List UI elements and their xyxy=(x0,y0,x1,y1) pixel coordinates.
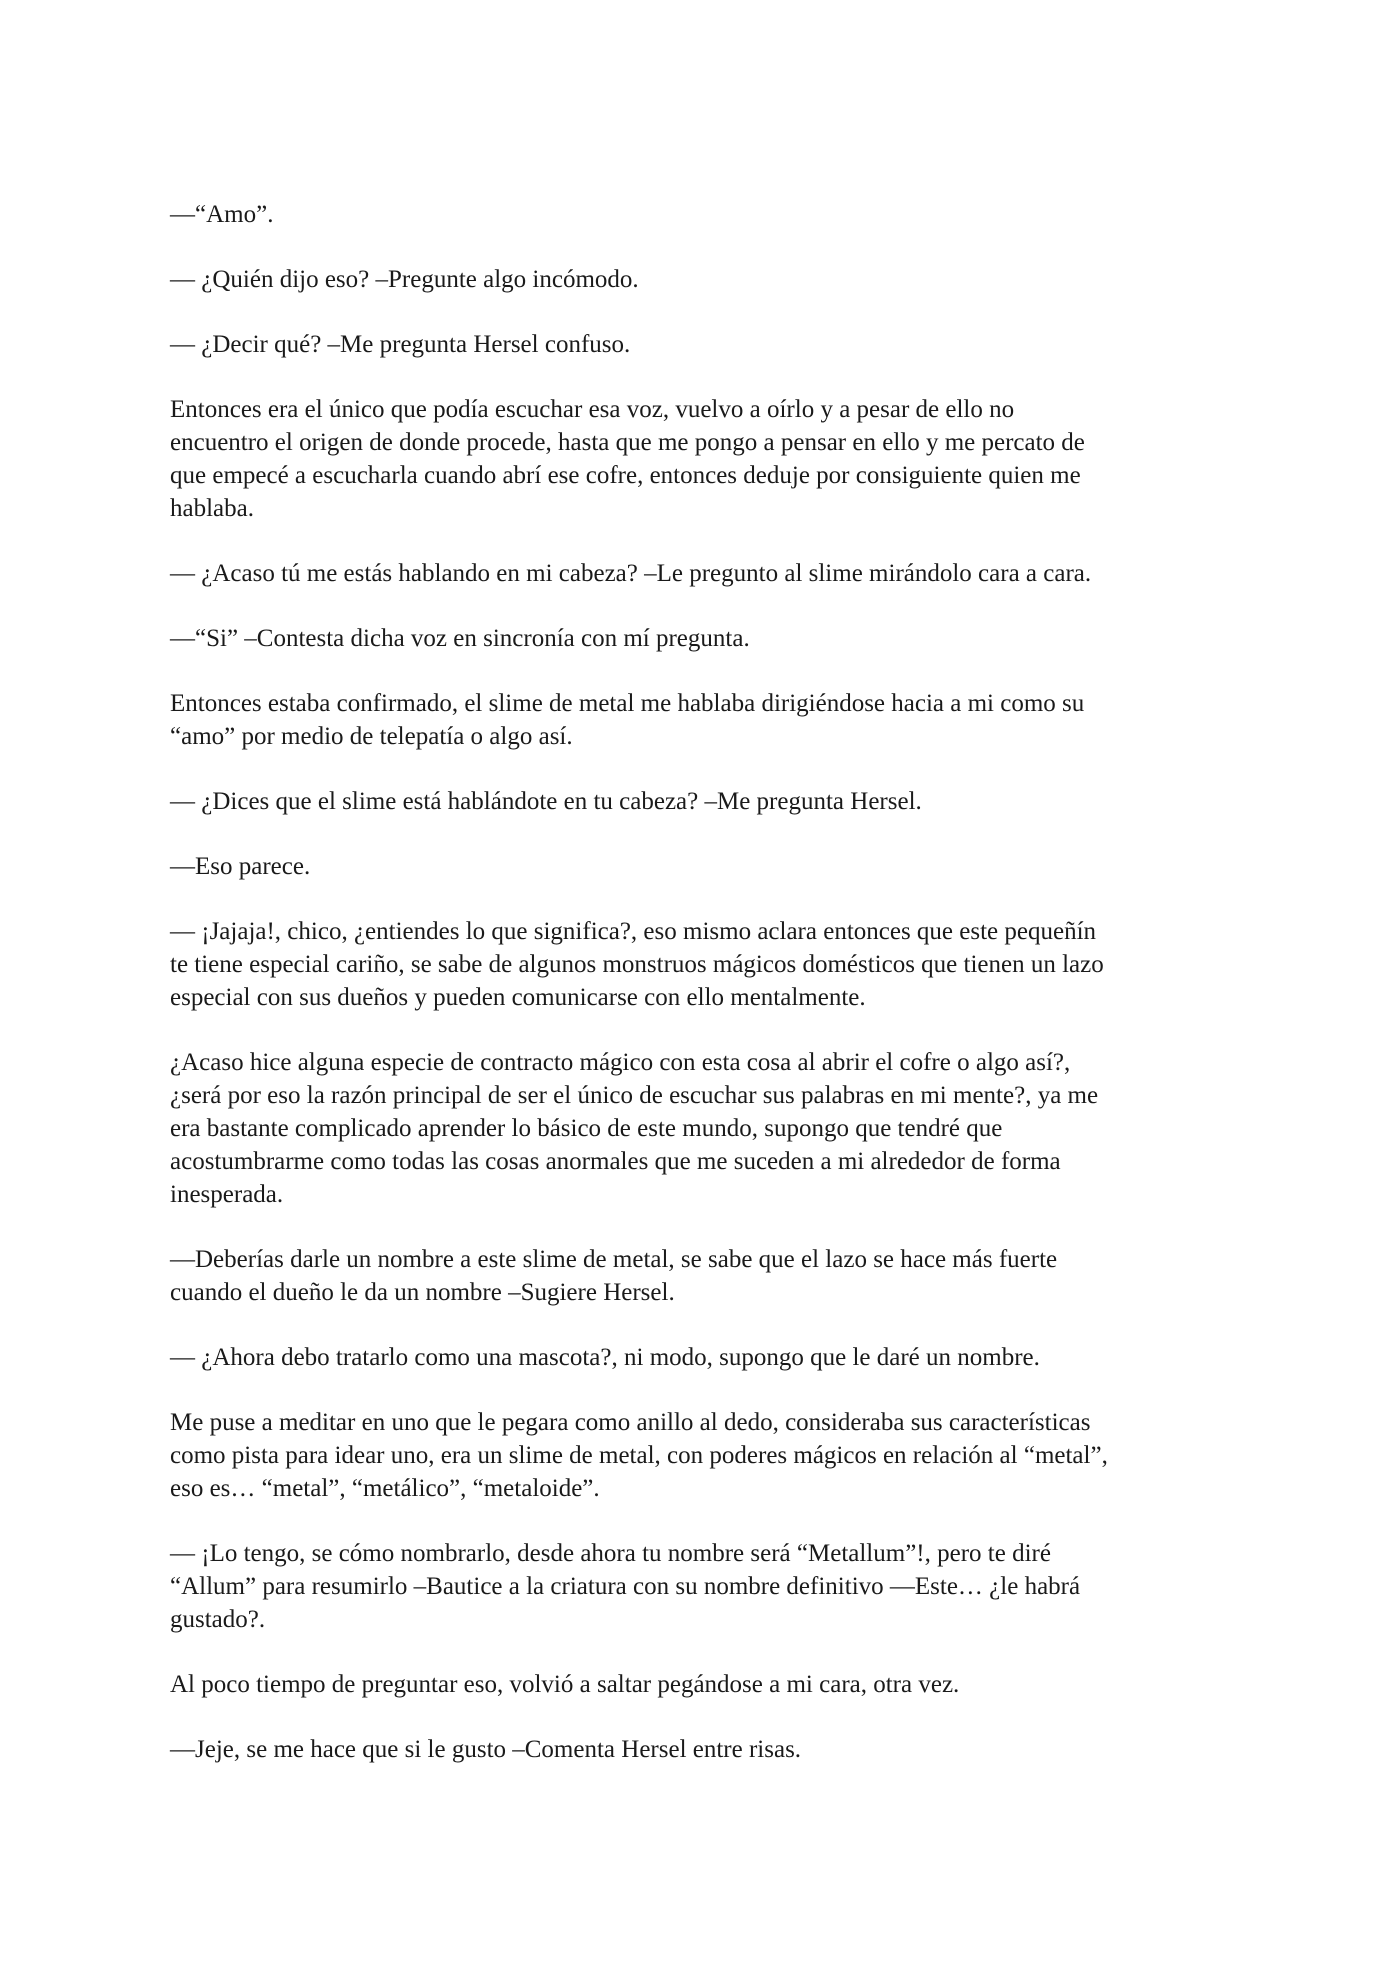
paragraph-5: — ¿Acaso tú me estás hablando en mi cabeza? –Le pregunto al slime mirándolo cara a cara. xyxy=(170,560,1092,587)
paragraph-4: Entonces era el único que podía escuchar esa voz, vuelvo a oírlo y a pesar de ello no encuentro el origen de donde procede, hasta que me pongo a pensar en ello y me percato de que empecé a escucharla cuando abrí ese cofre, entonces deduje por consiguiente quien me hablaba. xyxy=(170,396,1085,522)
paragraph-15: — ¡Lo tengo, se cómo nombrarlo, desde ahora tu nombre será “Metallum”!, pero te diré “Allum” para resumirlo –Bautice a la criatura con su nombre definitivo —Este… ¿le habrá gustado?. xyxy=(170,1540,1081,1633)
paragraph-3: — ¿Decir qué? –Me pregunta Hersel confuso. xyxy=(170,331,631,358)
paragraph-13: — ¿Ahora debo tratarlo como una mascota?, ni modo, supongo que le daré un nombre. xyxy=(170,1344,1040,1371)
paragraph-9: —Eso parece. xyxy=(170,853,311,880)
paragraph-1: —“Amo”. xyxy=(170,201,274,228)
paragraph-6: —“Si” –Contesta dicha voz en sincronía con mí pregunta. xyxy=(170,625,750,652)
paragraph-17: —Jeje, se me hace que si le gusto –Comenta Hersel entre risas. xyxy=(170,1736,802,1763)
paragraph-12: —Deberías darle un nombre a este slime de metal, se sabe que el lazo se hace más fuerte cuando el dueño le da un nombre –Sugiere Hersel. xyxy=(170,1246,1058,1306)
paragraph-14: Me puse a meditar en uno que le pegara como anillo al dedo, consideraba sus características como pista para idear uno, era un slime de metal, con poderes mágicos en relación al “metal”, eso es… “metal”, “metálico”, “metaloide”. xyxy=(170,1409,1108,1502)
paragraph-8: — ¿Dices que el slime está hablándote en tu cabeza? –Me pregunta Hersel. xyxy=(170,788,922,815)
paragraph-2: — ¿Quién dijo eso? –Pregunte algo incómodo. xyxy=(170,266,639,293)
paragraph-10: — ¡Jajaja!, chico, ¿entiendes lo que significa?, eso mismo aclara entonces que este pequeñín te tiene especial cariño, se sabe de algunos monstruos mágicos domésticos que tienen un lazo especial con sus dueños y pueden comunicarse con ello mentalmente. xyxy=(170,918,1104,1011)
body-text xyxy=(170,198,1250,1798)
paragraph-7: Entonces estaba confirmado, el slime de metal me hablaba dirigiéndose hacia a mi como su “amo” por medio de telepatía o algo así. xyxy=(170,690,1085,750)
paragraph-16: Al poco tiempo de preguntar eso, volvió a saltar pegándose a mi cara, otra vez. xyxy=(170,1671,960,1698)
paragraph-11: ¿Acaso hice alguna especie de contracto mágico con esta cosa al abrir el cofre o algo así?, ¿será por eso la razón principal de ser el único de escuchar sus palabras en mi mente?, ya me era bastante complicado aprender lo básico de este mundo, supongo que tendré que acostumbrarme como todas las cosas anormales que me suceden a mi alrededor de forma inesperada. xyxy=(170,1049,1099,1208)
